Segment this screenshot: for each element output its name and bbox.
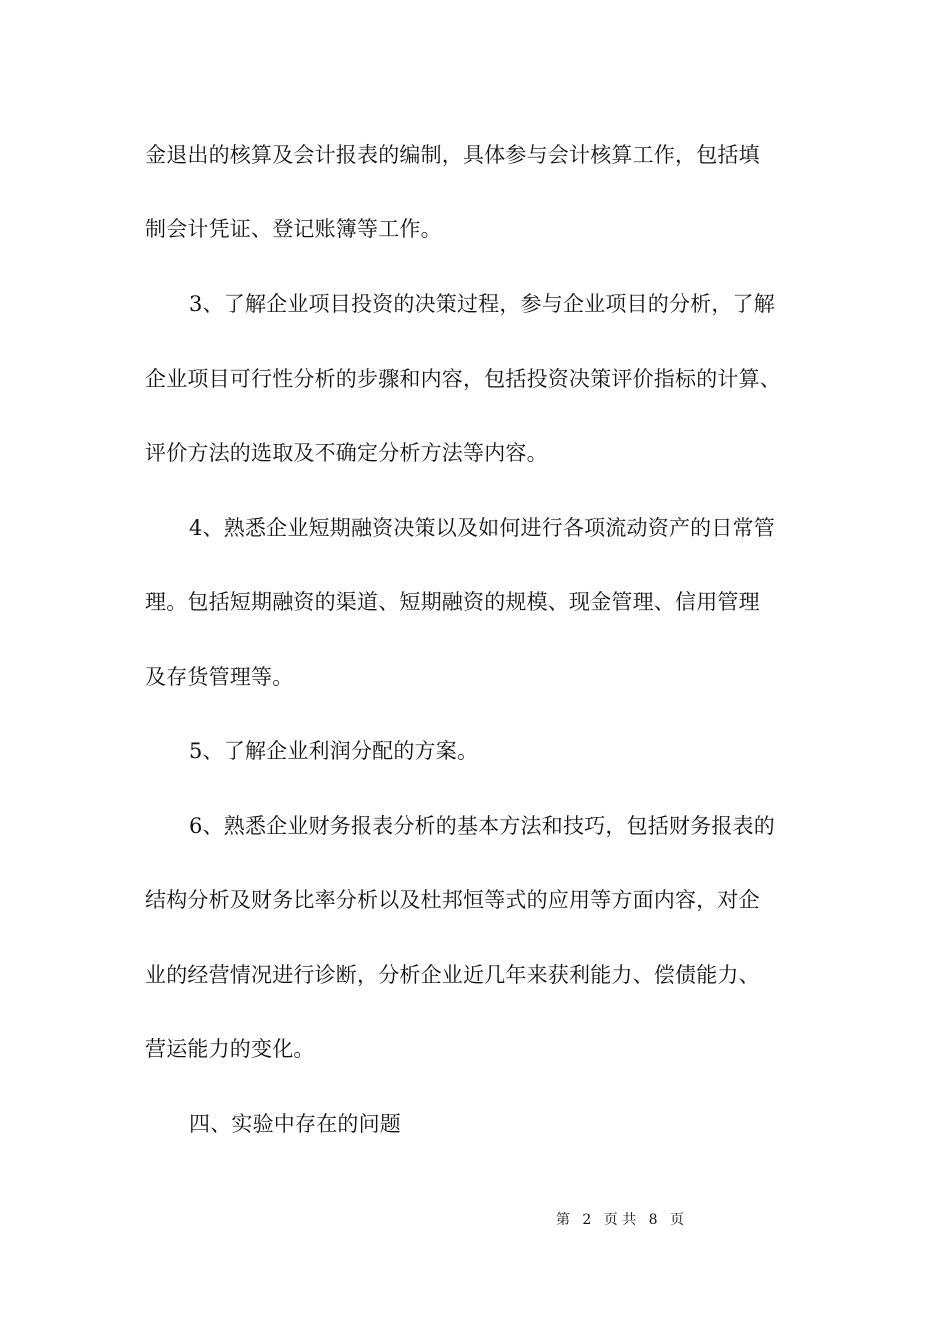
text-line-1: 金退出的核算及会计报表的编制，具体参与会计核算工作，包括填 <box>145 143 760 167</box>
text-line-5: 评价方法的选取及不确定分析方法等内容。 <box>145 441 548 465</box>
text-line-8: 及存货管理等。 <box>145 665 294 689</box>
page-footer <box>0 1211 950 1229</box>
footer-suffix: 页 <box>670 1212 685 1228</box>
text-line-7: 理。包括短期融资的渠道、短期融资的规模、现金管理、信用管理 <box>145 590 760 614</box>
text-line-3: 3、了解企业项目投资的决策过程，参与企业项目的分析，了解 <box>189 292 775 316</box>
text-line-13: 营运能力的变化。 <box>145 1037 315 1061</box>
text-line-9: 5、了解企业利润分配的方案。 <box>189 739 479 763</box>
footer-prefix: 第 <box>555 1212 570 1228</box>
text-line-10: 6、熟悉企业财务报表分析的基本方法和技巧，包括财务报表的 <box>189 814 775 838</box>
total-page-number: 8 <box>648 1212 658 1228</box>
current-page-number: 2 <box>582 1212 592 1228</box>
section-heading: 四、实验中存在的问题 <box>189 1112 401 1136</box>
text-line-11: 结构分析及财务比率分析以及杜邦恒等式的应用等方面内容，对企 <box>145 888 760 912</box>
footer-middle: 页 共 <box>603 1212 637 1228</box>
text-line-12: 业的经营情况进行诊断，分析企业近几年来获利能力、偿债能力、 <box>145 963 760 987</box>
text-line-6: 4、熟悉企业短期融资决策以及如何进行各项流动资产的日常管 <box>189 516 775 540</box>
text-line-4: 企业项目可行性分析的步骤和内容，包括投资决策评价指标的计算、 <box>145 367 781 391</box>
text-line-2: 制会计凭证、登记账簿等工作。 <box>145 217 442 241</box>
